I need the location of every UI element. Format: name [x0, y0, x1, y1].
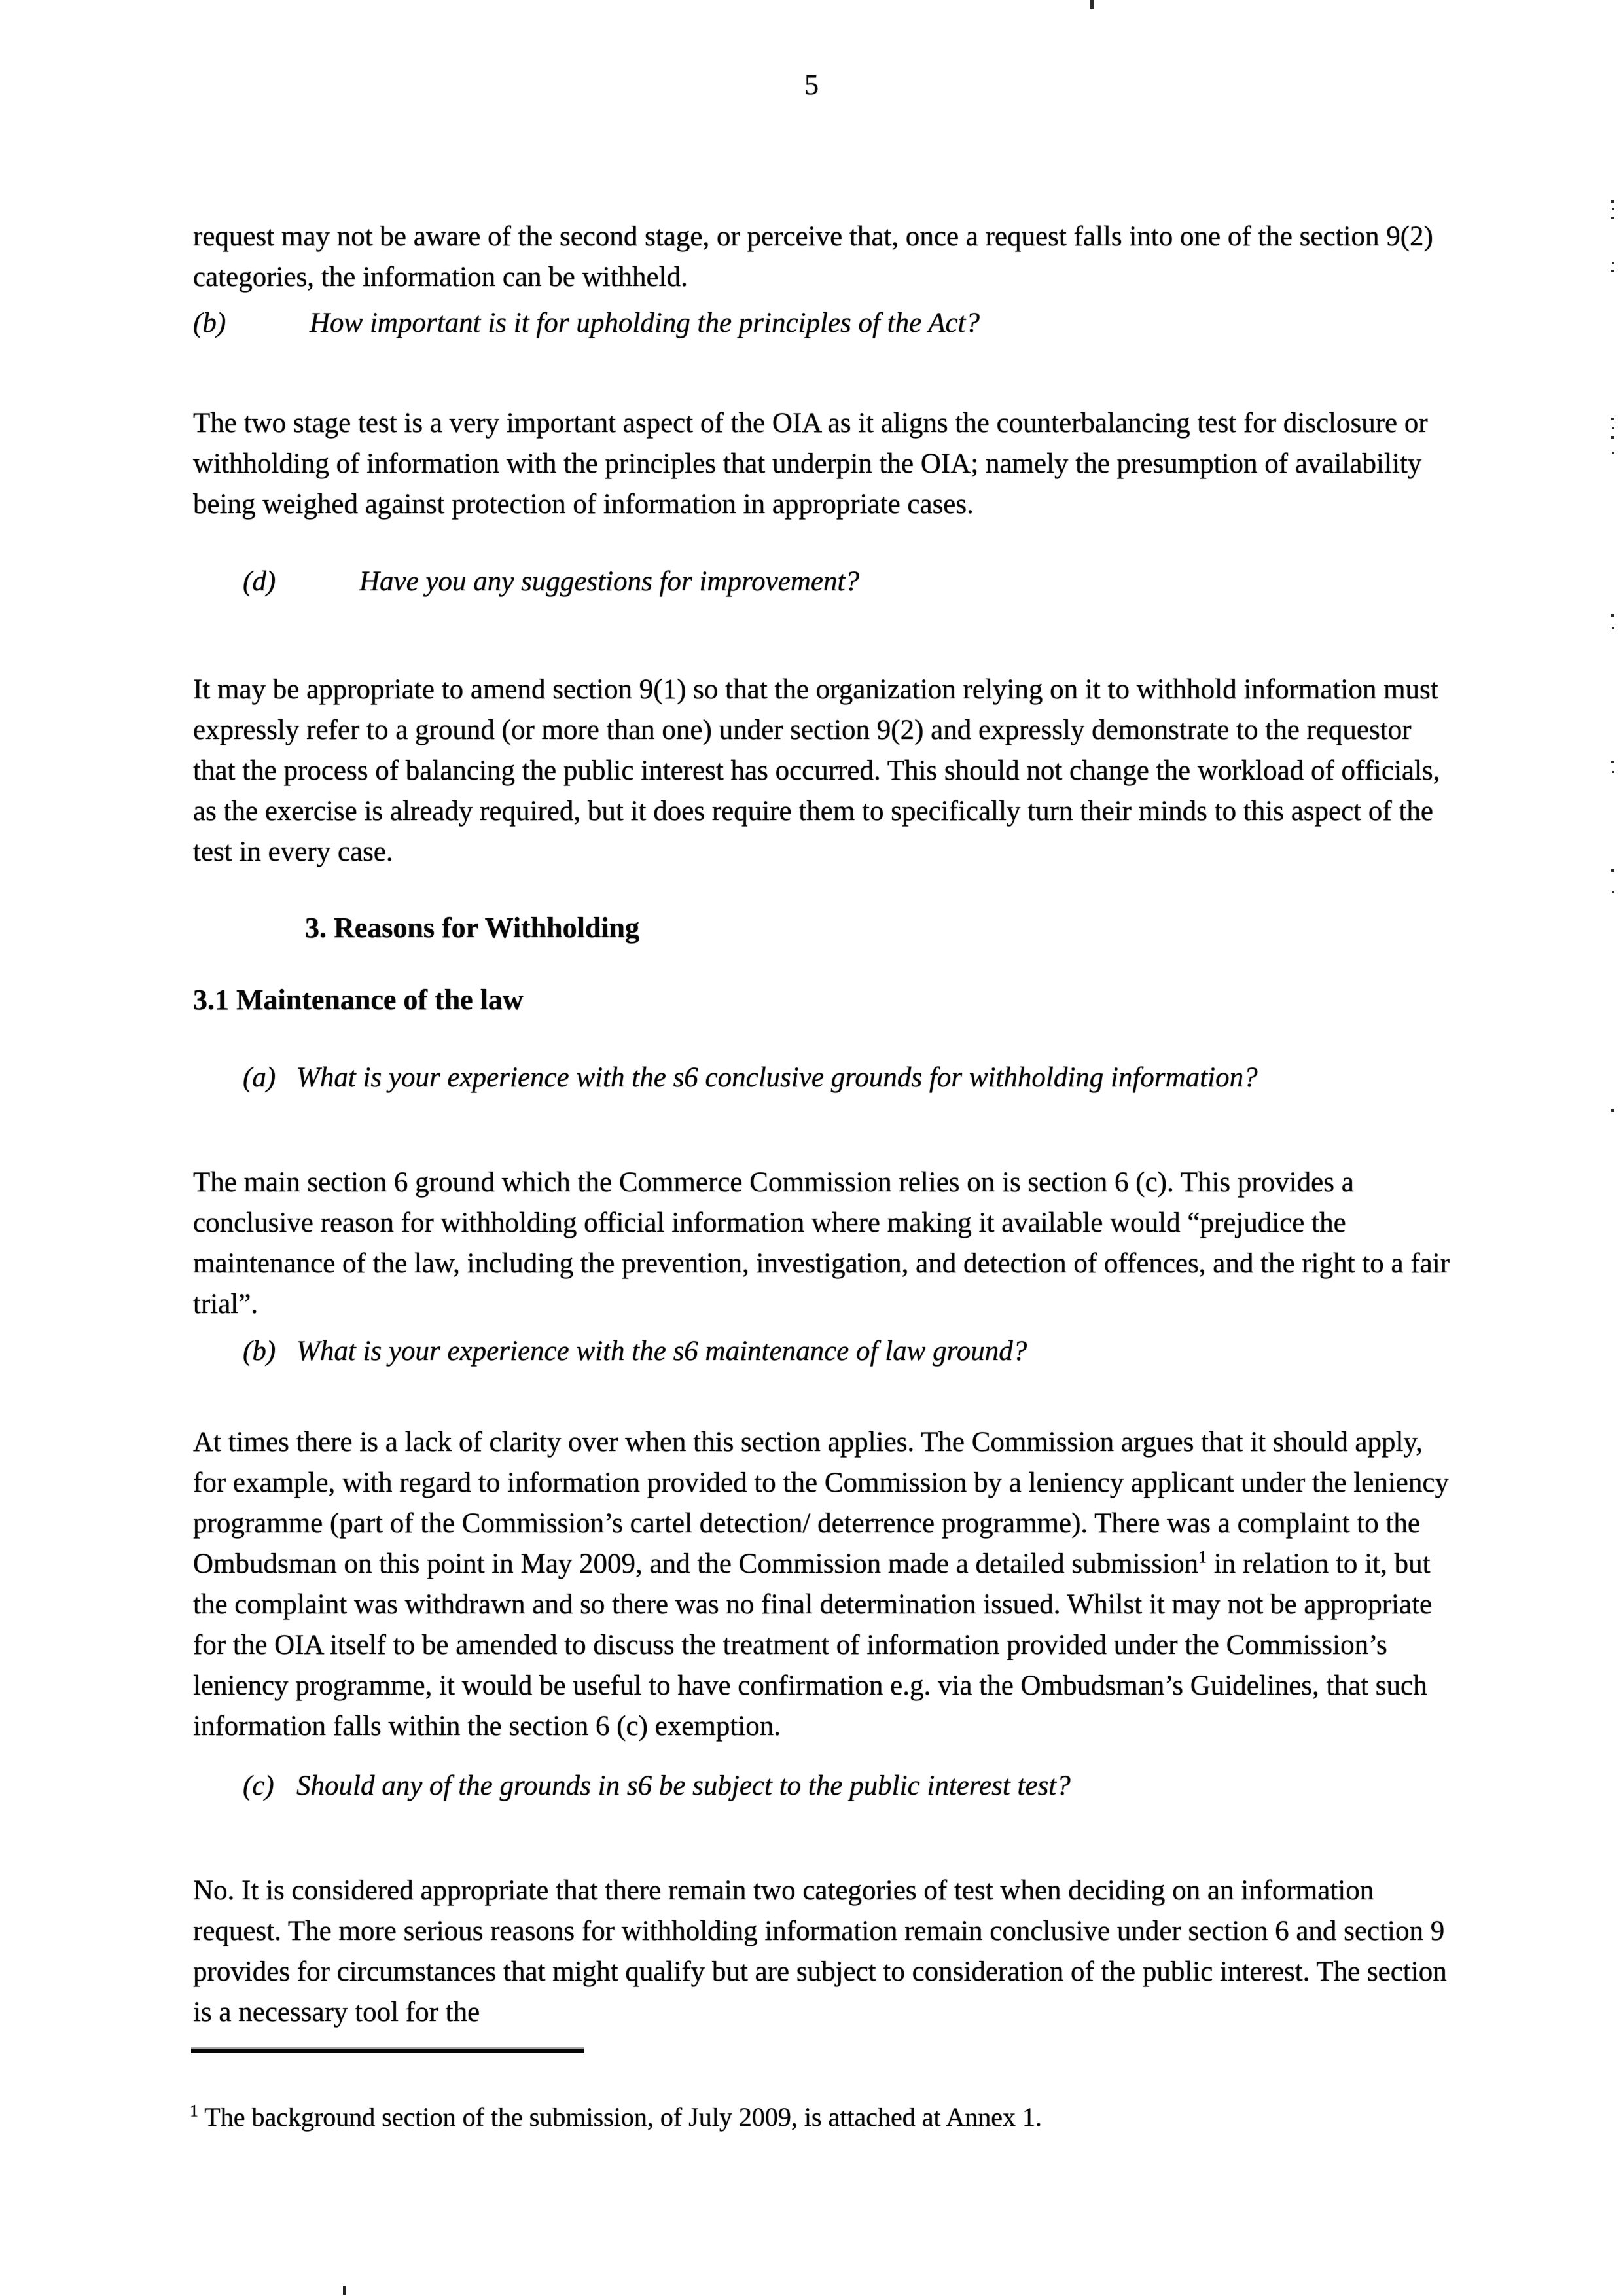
question-a-s6-experience [243, 1058, 1454, 1098]
question-text: What is your experience with the s6 conclusive grounds for withholding information? [296, 1062, 1258, 1093]
question-text: Should any of the grounds in s6 be subject to the public interest test? [296, 1770, 1071, 1801]
footnote-reference: 1 [1198, 1547, 1207, 1567]
question-text: What is your experience with the s6 maintenance of law ground? [296, 1336, 1027, 1367]
question-label: (d) [243, 566, 276, 597]
section-heading-3: 3. Reasons for Withholding [305, 912, 640, 944]
paragraph-text: At times there is a lack of clarity over when this section applies. The Commission argues that it should apply, for example, with regard to information provided to the Commission by a leniency applicant under the leniency programme (part of the Commission’s cartel detection/ deterrence programme). There was a complaint to the Ombudsman on this point in May 2009, and the Commission made a detailed submission [193, 1427, 1449, 1579]
scan-artifact [1612, 452, 1614, 454]
question-d-suggestions [243, 562, 1454, 602]
paragraph-two-categories: No. It is considered appropriate that there remain two categories of test when deciding on an information request. The more serious reasons for withholding information remain conclusive under section 6 and section 9 provides for circumstances that might qualify but are subject to consideration of the public interest. The section is a necessary tool for the [193, 1875, 1447, 2028]
scan-artifact [1090, 0, 1094, 9]
scan-artifact [1611, 270, 1614, 272]
scan-artifact [1612, 771, 1614, 773]
scan-artifact [1612, 627, 1614, 629]
footnote [190, 2100, 1302, 2135]
question-label: (b) [193, 308, 226, 338]
question-b-maintenance-of-law [243, 1331, 1454, 1372]
scan-artifact [1611, 200, 1614, 203]
scan-artifact [1611, 436, 1614, 439]
paragraph-section-6c: The main section 6 ground which the Commerce Commission relies on is section 6 (c). This provides a conclusive reason for withholding official information where making it available would “prejudice the maintenance of the law, including the prevention, investigation, and detection of offences, and the right to a fair trial”. [193, 1167, 1450, 1319]
footnote-divider [191, 2049, 584, 2053]
scan-artifact [1611, 614, 1614, 617]
subsection-heading-3-1: 3.1 Maintenance of the law [193, 984, 524, 1016]
scan-artifact [1612, 891, 1614, 893]
scan-artifact [1611, 1109, 1614, 1112]
question-text: Have you any suggestions for improvement? [359, 566, 859, 597]
scan-artifact [1611, 869, 1614, 872]
scan-artifact [1611, 217, 1614, 219]
footnote-marker: 1 [190, 2101, 198, 2121]
scan-artifact [343, 2286, 346, 2295]
question-b-principles [193, 303, 1453, 344]
question-label: (b) [243, 1336, 276, 1367]
paragraph-leniency-programme [193, 1422, 1453, 1747]
scan-artifact [1611, 418, 1614, 420]
scan-artifact [1611, 761, 1614, 763]
question-label: (c) [243, 1770, 274, 1801]
page-number: 5 [804, 69, 819, 101]
question-text: How important is it for upholding the principles of the Act? [310, 308, 980, 338]
paragraph-two-stage-test: The two stage test is a very important aspect of the OIA as it aligns the counterbalancing test for disclosure or withholding of information with the principles that underpin the OIA; namely the presumption of availability being weighed against protection of information in appropriate cases. [193, 408, 1428, 520]
scan-artifact [1612, 427, 1614, 429]
paragraph-text: in relation to it, but the complaint was withdrawn and so there was no final determination issued. Whilst it may not be appropriate for the OIA itself to be amended to discuss the treatment of information provided under the Commission’s leniency programme, it would be useful to have confirmation e.g. via the Ombudsman’s Guidelines, that such information falls within the section 6 (c) exemption. [193, 1549, 1433, 1742]
question-c-public-interest [243, 1766, 1454, 1806]
paragraph-amend-9-1: It may be appropriate to amend section 9(1) so that the organization relying on it to withhold information must expressly refer to a ground (or more than one) under section 9(2) and expressly demonstrate to the requestor that the process of balancing the public interest has occurred. This should not change the workload of officials, as the exercise is already required, but it does require them to specifically turn their minds to this aspect of the test in every case. [193, 674, 1440, 867]
footnote-text: The background section of the submission, of July 2009, is attached at Annex 1. [204, 2102, 1043, 2132]
question-label: (a) [243, 1062, 276, 1093]
scan-artifact [1612, 262, 1614, 264]
scan-artifact [1612, 208, 1614, 210]
paragraph-second-stage: request may not be aware of the second stage, or perceive that, once a request falls into one of the section 9(2) categories, the information can be withheld. [193, 221, 1433, 293]
